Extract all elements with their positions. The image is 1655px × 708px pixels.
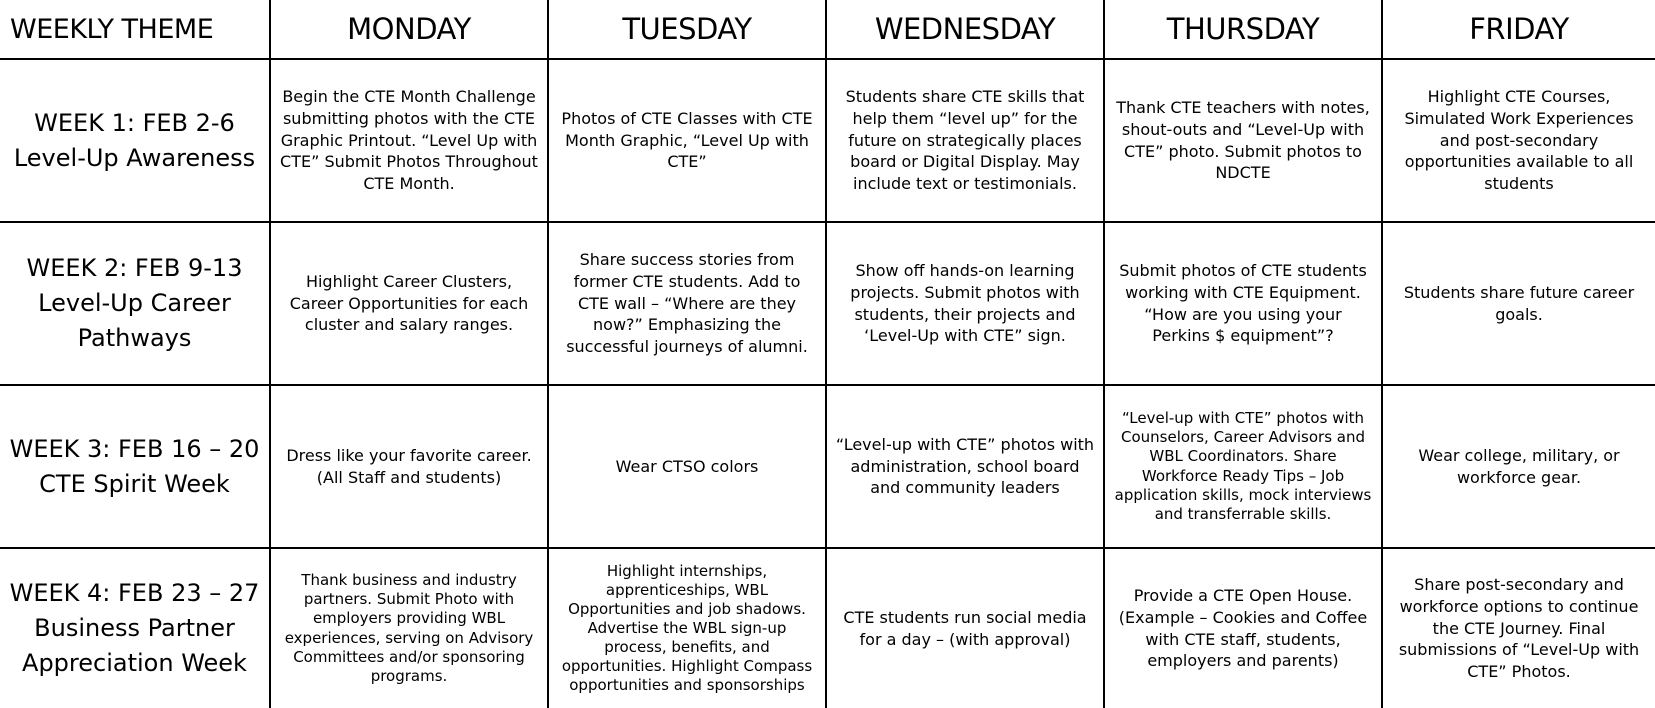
week-3-theme — [0, 385, 270, 548]
week-3-wednesday: “Level-up with CTE” photos with administration, school board and community leaders — [826, 385, 1104, 548]
header-wednesday: WEDNESDAY — [826, 0, 1104, 59]
week-4-row — [0, 548, 1655, 708]
header-friday: FRIDAY — [1382, 0, 1655, 59]
week-1-wednesday: Students share CTE skills that help them “level up” for the future on strategically places board or Digital Display. May include text or testimonials. — [826, 59, 1104, 222]
week-3-friday: Wear college, military, or workforce gear. — [1382, 385, 1655, 548]
week-3-tuesday: Wear CTSO colors — [548, 385, 826, 548]
week-4-friday: Share post-secondary and workforce options to continue the CTE Journey. Final submissions of “Level-Up with CTE” Photos. — [1382, 548, 1655, 708]
week-2-tuesday: Share success stories from former CTE students. Add to CTE wall – “Where are they now?” Emphasizing the successful journeys of alumni. — [548, 222, 826, 385]
week-3-title: CTE Spirit Week — [39, 469, 230, 498]
week-2-title-line-1: Level-Up Career — [38, 289, 231, 318]
week-4-theme — [0, 548, 270, 708]
week-2-wednesday: Show off hands-on learning projects. Submit photos with students, their projects and ‘Level-Up with CTE” sign. — [826, 222, 1104, 385]
week-4-wednesday: CTE students run social media for a day – (with approval) — [826, 548, 1104, 708]
header-row — [0, 0, 1655, 59]
week-1-thursday: Thank CTE teachers with notes, shout-outs and “Level-Up with CTE” photo. Submit photos to NDCTE — [1104, 59, 1382, 222]
week-1-title: Level-Up Awareness — [13, 143, 256, 172]
week-2-row — [0, 222, 1655, 385]
week-1-tuesday: Photos of CTE Classes with CTE Month Graphic, “Level Up with CTE” — [548, 59, 826, 222]
week-1-friday: Highlight CTE Courses, Simulated Work Experiences and post-secondary opportunities available to all students — [1382, 59, 1655, 222]
header-tuesday: TUESDAY — [548, 0, 826, 59]
week-2-dates: WEEK 2: FEB 9-13 — [26, 254, 243, 283]
week-4-title-line-1: Business Partner — [34, 614, 235, 643]
week-1-row — [0, 59, 1655, 222]
header-thursday: THURSDAY — [1104, 0, 1382, 59]
week-3-monday: Dress like your favorite career. (All Staff and students) — [270, 385, 548, 548]
week-1-theme — [0, 59, 270, 222]
week-4-monday: Thank business and industry partners. Submit Photo with employers providing WBL experiences, serving on Advisory Committees and/or sponsoring programs. — [270, 548, 548, 708]
week-1-monday: Begin the CTE Month Challenge submitting photos with the CTE Graphic Printout. “Level Up with CTE” Submit Photos Throughout CTE Month. — [270, 59, 548, 222]
week-2-theme — [0, 222, 270, 385]
week-3-dates: WEEK 3: FEB 16 – 20 — [9, 434, 260, 463]
week-4-thursday: Provide a CTE Open House. (Example – Cookies and Coffee with CTE staff, students, employers and parents) — [1104, 548, 1382, 708]
header-weekly-theme: WEEKLY THEME — [0, 0, 270, 59]
header-monday: MONDAY — [270, 0, 548, 59]
week-1-dates: WEEK 1: FEB 2-6 — [34, 108, 235, 137]
week-4-tuesday: Highlight internships, apprenticeships, WBL Opportunities and job shadows. Advertise the WBL sign-up process, benefits, and opportunities. Highlight Compass opportunities and sponsorships — [548, 548, 826, 708]
week-3-thursday: “Level-up with CTE” photos with Counselors, Career Advisors and WBL Coordinators. Share Workforce Ready Tips – Job application skills, mock interviews and transferrable skills. — [1104, 385, 1382, 548]
week-3-row — [0, 385, 1655, 548]
week-4-title-line-2: Appreciation Week — [22, 648, 247, 677]
week-2-monday: Highlight Career Clusters, Career Opportunities for each cluster and salary ranges. — [270, 222, 548, 385]
week-2-friday: Students share future career goals. — [1382, 222, 1655, 385]
week-2-thursday: Submit photos of CTE students working with CTE Equipment. “How are you using your Perkins $ equipment”? — [1104, 222, 1382, 385]
week-4-dates: WEEK 4: FEB 23 – 27 — [9, 579, 260, 608]
week-2-title-line-2: Pathways — [77, 323, 192, 352]
